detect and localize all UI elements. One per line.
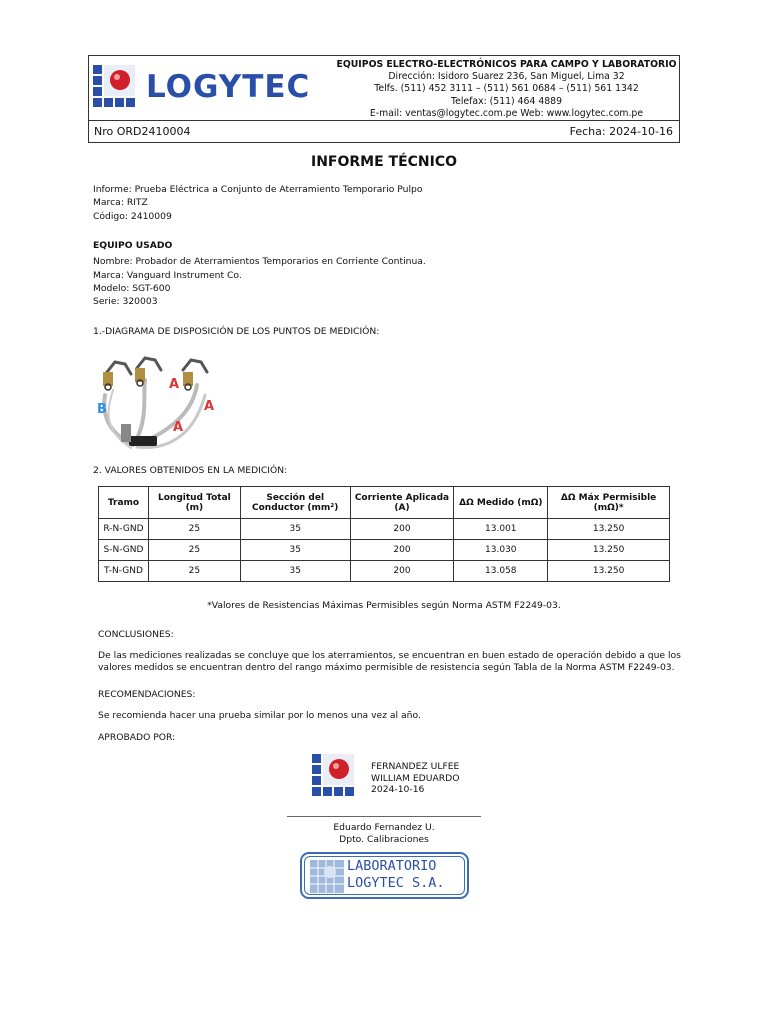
conclusions-heading: CONCLUSIONES: <box>98 629 174 640</box>
column-header: Sección del Conductor (mm²) <box>240 487 350 519</box>
company-email-web: E-mail: ventas@logytec.com.pe Web: www.logytec.com.pe <box>369 107 644 119</box>
table-row <box>99 519 670 540</box>
table-row <box>99 561 670 582</box>
stamp-line-2: LOGYTEC S.A. <box>347 875 445 891</box>
column-header: Corriente Aplicada (A) <box>350 487 454 519</box>
grounding-clamps-illustration <box>103 358 207 448</box>
measurements-table <box>98 486 670 582</box>
table-cell: 13.058 <box>454 561 548 582</box>
equipment-nombre: Nombre: Probador de Aterramientos Temporarios en Corriente Continua. <box>93 256 426 268</box>
logytec-logo <box>93 65 311 111</box>
table-cell: 35 <box>240 540 350 561</box>
table-cell: 200 <box>350 540 454 561</box>
table-cell: 25 <box>148 519 240 540</box>
report-informe: Informe: Prueba Eléctrica a Conjunto de Aterramiento Temporario Pulpo <box>93 184 423 195</box>
table-cell: 200 <box>350 519 454 540</box>
logytec-logo-icon <box>93 65 143 111</box>
diagram-label-b: B <box>97 402 107 417</box>
table-cell: 13.250 <box>548 519 670 540</box>
conclusions-text: De las mediciones realizadas se concluye que los aterramientos, se encuentran en buen estado de operación debido a que los valores medidos se encuentran dentro del rango máximo permisible de resistencia según Tabla de la Norma ASTM F2249-03. <box>98 650 681 673</box>
recommendations-text: Se recomienda hacer una prueba similar por lo menos una vez al año. <box>98 710 421 721</box>
table-cell: 35 <box>240 561 350 582</box>
measurement-points-diagram <box>93 350 223 456</box>
company-fax: Telefax: (511) 464 4889 <box>451 95 562 107</box>
diagram-label-a-3: A <box>173 420 184 435</box>
column-header: Tramo <box>99 487 149 519</box>
table-cell: 25 <box>148 561 240 582</box>
report-date: Fecha: 2024-10-16 <box>569 125 673 138</box>
measurements-heading: 2. VALORES OBTENIDOS EN LA MEDICIÓN: <box>93 465 288 476</box>
signer-department: Dpto. Calibraciones <box>339 833 429 845</box>
signer-line-1: FERNANDEZ ULFEE <box>371 761 460 772</box>
header-top <box>89 56 679 121</box>
company-title: EQUIPOS ELECTRO-ELECTRÓNICOS PARA CAMPO Y LABORATORIO <box>336 59 677 70</box>
company-address: Dirección: Isidoro Suarez 236, San Miguel, Lima 32 <box>388 71 625 83</box>
signer-line-2: WILLIAM EDUARDO <box>371 772 460 784</box>
diagram-label-a-1: A <box>169 377 180 392</box>
stamp-grid-icon <box>310 860 344 893</box>
company-info <box>334 59 679 120</box>
table-cell: S-N-GND <box>99 540 149 561</box>
diagram-heading: 1.-DIAGRAMA DE DISPOSICIÓN DE LOS PUNTOS DE MEDICIÓN: <box>93 326 380 337</box>
table-cell: 35 <box>240 519 350 540</box>
logo-wordmark: LOGYTEC <box>146 69 311 105</box>
signer-date: 2024-10-16 <box>371 784 425 795</box>
table-cell: R-N-GND <box>99 519 149 540</box>
recommendations-heading: RECOMENDACIONES: <box>98 689 196 700</box>
column-header: ΔΩ Máx Permisible (mΩ)* <box>548 487 670 519</box>
report-title: INFORME TÉCNICO <box>310 154 458 170</box>
equipment-heading: EQUIPO USADO <box>93 240 173 251</box>
table-row <box>99 540 670 561</box>
signature-line <box>287 816 481 817</box>
signer-name: Eduardo Fernandez U. <box>333 822 435 833</box>
table-header-row <box>99 487 670 519</box>
company-phones: Telfs. (511) 452 3111 – (511) 561 0684 – (511) 561 1342 <box>374 83 639 95</box>
stamp-text <box>347 858 445 892</box>
equipment-modelo: Modelo: SGT-600 <box>93 282 171 294</box>
report-marca: Marca: RITZ <box>93 197 148 209</box>
equipment-section <box>93 239 426 308</box>
table-cell: 13.250 <box>548 561 670 582</box>
table-cell: 13.030 <box>454 540 548 561</box>
table-cell: 13.250 <box>548 540 670 561</box>
equipment-serie: Serie: 320003 <box>93 296 158 308</box>
table-cell: 13.001 <box>454 519 548 540</box>
column-header: Longitud Total (m) <box>148 487 240 519</box>
table-cell: 200 <box>350 561 454 582</box>
signature-logo-icon <box>312 754 362 802</box>
laboratory-stamp <box>300 852 469 899</box>
stamp-line-1: LABORATORIO <box>347 858 437 874</box>
approval-heading: APROBADO POR: <box>98 732 176 743</box>
signer-info <box>371 761 459 796</box>
order-number: Nro ORD2410004 <box>94 125 191 138</box>
table-cell: 25 <box>148 540 240 561</box>
equipment-marca: Marca: Vanguard Instrument Co. <box>93 269 242 281</box>
report-details <box>93 183 423 223</box>
report-codigo: Código: 2410009 <box>93 210 172 222</box>
diagram-label-a-2: A <box>204 399 215 414</box>
signature-name-block <box>0 822 768 845</box>
table-footnote: *Valores de Resistencias Máximas Permisibles según Norma ASTM F2249-03. <box>207 600 561 611</box>
table-cell: T-N-GND <box>99 561 149 582</box>
document-header <box>88 55 680 143</box>
column-header: ΔΩ Medido (mΩ) <box>454 487 548 519</box>
